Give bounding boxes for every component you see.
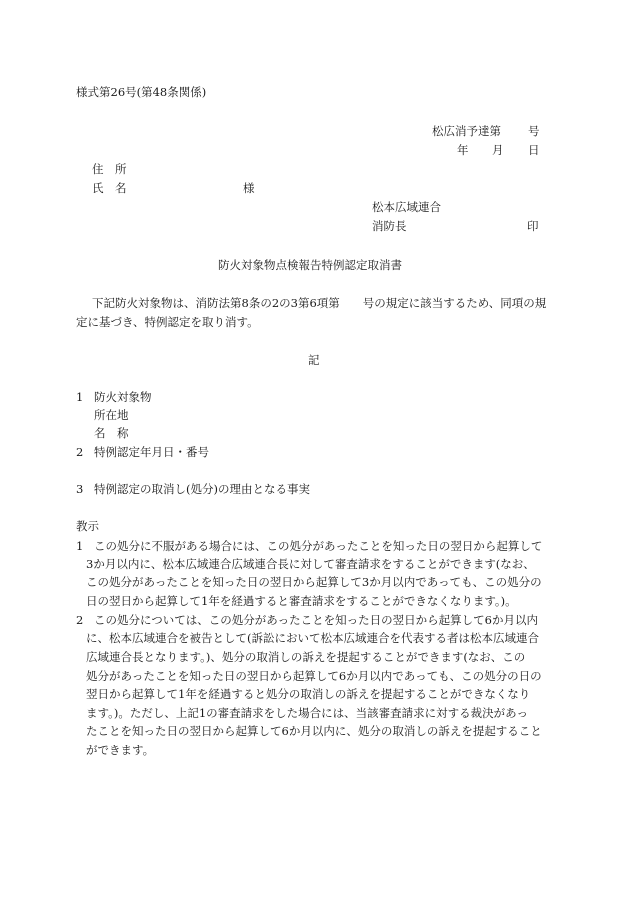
item-3-label: 特例認定の取消し(処分)の理由となる事実 [94, 482, 310, 496]
address-label: 住 所 [92, 162, 127, 176]
date-year: 年 [457, 143, 469, 157]
item-3-number: 3 [76, 482, 84, 496]
issuer-seal: 印 [527, 219, 539, 233]
body-line-1: 下記防火対象物は、消防法第8条の2の3第6項第 号の規定に該当するため、同項の規 [92, 296, 547, 310]
notice-2-line: たことを知った日の翌日から起算して6か月以内に、処分の取消しの訴えを提起すること [86, 724, 542, 738]
item-2-number: 2 [76, 445, 84, 459]
notice-2-line: 処分があったことを知った日の翌日から起算して6か月以内であっても、この処分の日の [86, 669, 542, 683]
notice-heading: 教示 [76, 519, 99, 533]
item-1-location: 所在地 [94, 408, 129, 422]
document-title: 防火対象物点検報告特例認定取消書 [218, 258, 402, 272]
item-1-label: 防火対象物 [94, 390, 152, 404]
body-line-2: 定に基づき、特例認定を取り消す。 [76, 315, 259, 329]
notice-1-line: この処分に不服がある場合には、この処分があったことを知った日の翌日から起算して [94, 539, 543, 553]
doc-number-suffix: 号 [528, 124, 540, 138]
item-1-name: 名 称 [94, 426, 129, 440]
item-1-number: 1 [76, 390, 84, 404]
notice-1-number: 1 [76, 539, 84, 553]
form-id: 様式第26号(第48条関係) [76, 85, 207, 99]
issuer-title: 消防長 [372, 219, 407, 233]
notice-1-line: 日の翌日から起算して1年を経過すると審査請求をすることができなくなります。)。 [86, 594, 517, 608]
notice-1-line: 3か月以内に、松本広域連合広域連合長に対して審査請求をすることができます(なお、 [86, 557, 535, 571]
notice-2-line: この処分については、この処分があったことを知った日の翌日から起算して6か月以内 [94, 613, 538, 627]
ki-heading: 記 [308, 353, 320, 367]
date-day: 日 [528, 143, 540, 157]
issuer-organization: 松本広域連合 [372, 200, 441, 214]
name-label: 氏 名 [92, 181, 127, 195]
notice-2-line: に、松本広域連合を被告として(訴訟において松本広域連合を代表する者は松本広域連合 [86, 631, 539, 645]
notice-2-number: 2 [76, 613, 84, 627]
notice-2-line: 翌日から起算して1年を経過すると処分の取消しの訴えを提起することができなくなり [86, 687, 531, 701]
notice-2-line: ができます。 [86, 743, 155, 757]
item-2-label: 特例認定年月日・番号 [94, 445, 209, 459]
notice-1-line: この処分があったことを知った日の翌日から起算して3か月以内であっても、この処分の [86, 575, 542, 589]
honorific: 様 [243, 181, 255, 195]
notice-2-line: ます。)。ただし、上記1の審査請求をした場合には、当該審査請求に対する裁決があっ [86, 706, 529, 720]
doc-number-prefix: 松広消予達第 [432, 124, 501, 138]
notice-2-line: 広域連合長となります。)、処分の取消しの訴えを提起することができます(なお、この [86, 650, 526, 664]
date-month: 月 [492, 143, 504, 157]
